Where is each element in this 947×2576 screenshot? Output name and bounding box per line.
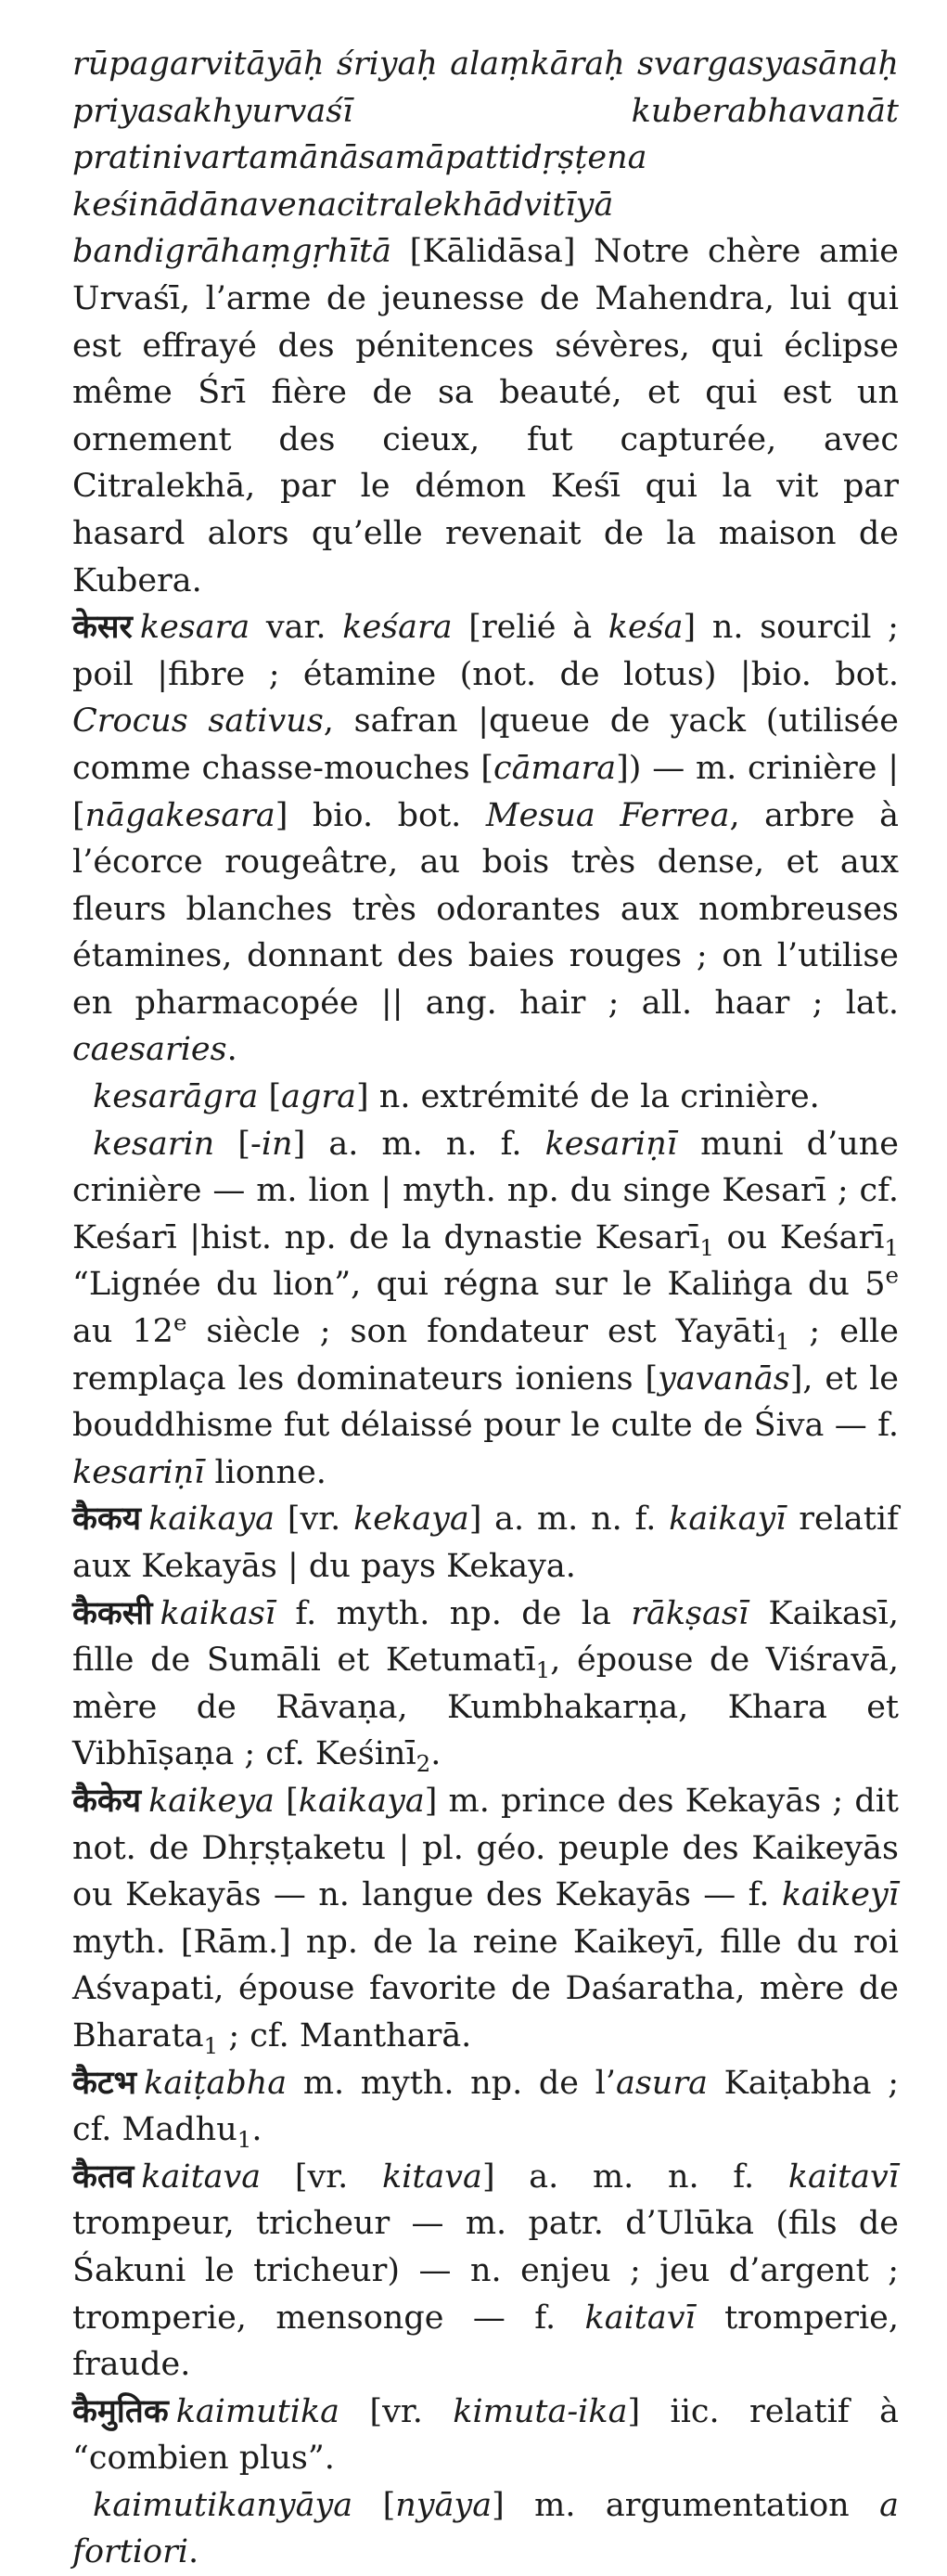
text-run: m. myth. np. de l’ [287, 2064, 616, 2102]
devanagari-headword: कैकेय [72, 1781, 142, 1820]
text-run: [vr. [275, 1501, 354, 1539]
text-run: ] a. m. n. f. [468, 1501, 670, 1539]
text-run: trompeur, tricheur — m. patr. d’Ulūka (fils de Śakuni le tricheur) — n. enjeu ; jeu d’argent ; tromperie, mensonge — f. [72, 2205, 899, 2337]
text-run: “Lignée du lion”, qui régna sur le Kaliṅga du 5 [72, 1266, 886, 1304]
italic-text: kesara [139, 609, 250, 647]
entry-kesara [72, 604, 899, 1074]
text-run: Kaiṭabha ; cf. Madhu [72, 2064, 899, 2149]
text-run: , épouse de Viśravā, mère de Rāvaṇa, Kumbhakarṇa, Khara et Vibhīṣaṇa ; cf. Keśinī [72, 1642, 899, 1773]
text-run: . [430, 1735, 442, 1773]
text-run: myth. [Rām.] np. de la reine Kaikeyī, fille du roi Aśvapati, épouse favorite de Daśaratha, mère de Bharata [72, 1923, 899, 2054]
italic-text: kesariṇī [72, 1453, 205, 1491]
text-run: siècle ; son fondateur est Yayāti [186, 1313, 775, 1351]
text-run: ] bio. bot. [275, 796, 486, 834]
devanagari-headword: कैकय [72, 1500, 142, 1539]
text-run: ] iic. relatif à “combien plus”. [72, 2392, 899, 2478]
text-run: [- [214, 1125, 262, 1163]
entry-kaitava [72, 2154, 899, 2389]
text-run: ] m. prince des Kekayās ; dit not. de Dhṛṣṭaketu | pl. géo. peuple des Kaikeyās ou Kekayās — n. langue des Kekayās — f. [72, 1782, 899, 1914]
italic-text: Crocus sativus [72, 702, 324, 741]
italic-text: kaikasī [160, 1594, 275, 1632]
text-run: , arbre à l’écorce rougeâtre, au bois très dense, et aux fleurs blanches très odorantes aux nombreuses étamines, donnant des baies rouges ; on l’utilise en pharmacopée || ang. hair ; all. haar ; lat. [72, 796, 899, 1022]
italic-text: cāmara [493, 749, 617, 787]
text-run: [ [352, 2486, 396, 2524]
text-run: [ [274, 1782, 299, 1820]
italic-text: kaikeya [148, 1782, 275, 1820]
italic-text: yavanās [658, 1359, 790, 1397]
italic-text: kekaya [353, 1501, 469, 1539]
subscript-index: 1 [237, 2126, 252, 2154]
italic-text: kaiṭabha [144, 2064, 288, 2102]
italic-text: rākṣasī [631, 1594, 749, 1632]
italic-text: caesaries [72, 1031, 227, 1069]
italic-text: kesariṇī [544, 1125, 677, 1163]
italic-text: kaimutika [175, 2392, 340, 2430]
text-run: [vr. [339, 2392, 454, 2430]
italic-text: kimuta-ika [453, 2392, 628, 2430]
subscript-index: 1 [203, 2031, 219, 2059]
entry-urvasi-quote [72, 41, 899, 604]
text-run: au 12 [72, 1313, 173, 1351]
text-run: f. myth. np. de la [275, 1594, 632, 1632]
text-run: lionne. [204, 1453, 326, 1491]
text-run: ], et le bouddhisme fut délaissé pour le culte de Śiva — f. [72, 1359, 899, 1445]
entry-kesarin [72, 1121, 899, 1497]
italic-text: kaikaya [148, 1501, 275, 1539]
italic-text: nyāya [395, 2486, 493, 2524]
italic-text: kesarāgra [93, 1078, 259, 1116]
entry-kaikasi [72, 1591, 899, 1778]
italic-text: kaitava [141, 2157, 262, 2196]
devanagari-headword: कैमुतिक [72, 2391, 169, 2430]
text-run: [relié à [452, 609, 608, 647]
text-run: . [251, 2111, 262, 2149]
subscript-index: 1 [699, 1233, 714, 1261]
text-run: , safran |queue de yack (utilisée comme chasse-mouches [ [72, 702, 899, 787]
superscript: e [885, 1261, 899, 1289]
superscript: e [173, 1308, 187, 1336]
text-run: var. [250, 609, 343, 647]
text-run: relatif aux Kekayās | du pays Kekaya. [72, 1501, 899, 1585]
subscript-index: 1 [774, 1328, 790, 1356]
italic-text: rūpagarvitāyāḥ śriyaḥ alaṃkāraḥ svargasyasānaḥ priyasakhyurvaśī kuberabhavanāt pratinivartamānāsamāpattidṛṣṭena keśinādānavenacitralekhādvitīyā bandigrāhaṃgṛhītā [72, 45, 899, 271]
text-run: tromperie, fraude. [72, 2299, 900, 2384]
italic-text: kitava [381, 2157, 482, 2196]
text-run: [Kālidāsa] Notre chère amie Urvaśī, l’arme de jeunesse de Mahendra, lui qui est effrayé des pénitences sévères, qui éclipse même Śrī fière de sa beauté, et qui est un ornement des cieux, fut capturée, avec Citralekhā, par le démon Keśī qui la vit par hasard alors qu’elle revenait de la maison de Kubera. [72, 233, 899, 599]
italic-text: a fortiori [72, 2486, 900, 2571]
italic-text: asura [615, 2064, 708, 2102]
devanagari-headword: केसर [72, 608, 133, 647]
italic-text: keśara [342, 609, 453, 647]
text-run: ] n. extrémité de la crinière. [356, 1078, 820, 1116]
entry-kaikaya [72, 1496, 899, 1590]
italic-text: kaikeyī [781, 1876, 899, 1914]
entry-kesaragra [72, 1074, 899, 1121]
italic-text: nāgakesara [84, 796, 275, 834]
text-run: ] a. m. n. f. [481, 2157, 788, 2196]
text-run: [ [258, 1078, 282, 1116]
italic-text: kaitavī [584, 2299, 696, 2337]
devanagari-headword: कैतव [72, 2157, 134, 2196]
entry-kaimutikanyaya [72, 2482, 899, 2576]
italic-text: in [261, 1125, 293, 1163]
text-run: Kaikasī, fille de Sumāli et Ketumatī [72, 1594, 899, 1680]
text-run: . [226, 1031, 237, 1069]
italic-text: kaikaya [298, 1782, 425, 1820]
subscript-index: 1 [535, 1656, 551, 1684]
italic-text: kaimutikanyāya [93, 2486, 353, 2524]
entry-kaimutika [72, 2389, 899, 2482]
italic-text: kaitavī [787, 2157, 899, 2196]
text-run: ] n. sourcil ; poil |fibre ; étamine (not. de lotus) |bio. bot. [72, 609, 899, 693]
italic-text: kesarin [93, 1125, 215, 1163]
text-run: ] a. m. n. f. [292, 1125, 545, 1163]
text-run: ; elle remplaça les dominateurs ioniens [ [72, 1313, 900, 1397]
text-run: ]) — m. crinière |[ [72, 749, 900, 834]
subscript-index: 1 [884, 1233, 899, 1261]
text-run: ] m. argumentation [492, 2486, 880, 2524]
italic-text: keśa [608, 609, 684, 647]
text-run: ou Keśarī [713, 1218, 885, 1256]
subscript-index: 2 [416, 1750, 431, 1778]
italic-text: Mesua Ferrea [485, 796, 730, 834]
devanagari-headword: कैटभ [72, 2063, 137, 2102]
entry-kaitabha [72, 2060, 899, 2154]
text-run: [vr. [261, 2157, 382, 2196]
entry-kaikeya [72, 1778, 899, 2060]
devanagari-headword: कैकसी [72, 1593, 153, 1632]
italic-text: agra [281, 1078, 357, 1116]
text-run: . [188, 2533, 199, 2571]
text-run: ; cf. Mantharā. [218, 2016, 472, 2054]
text-run: muni d’une crinière — m. lion | myth. np. du singe Kesarī ; cf. Keśarī |hist. np. de la dynastie Kesarī [72, 1125, 899, 1256]
italic-text: kaikayī [669, 1501, 787, 1539]
